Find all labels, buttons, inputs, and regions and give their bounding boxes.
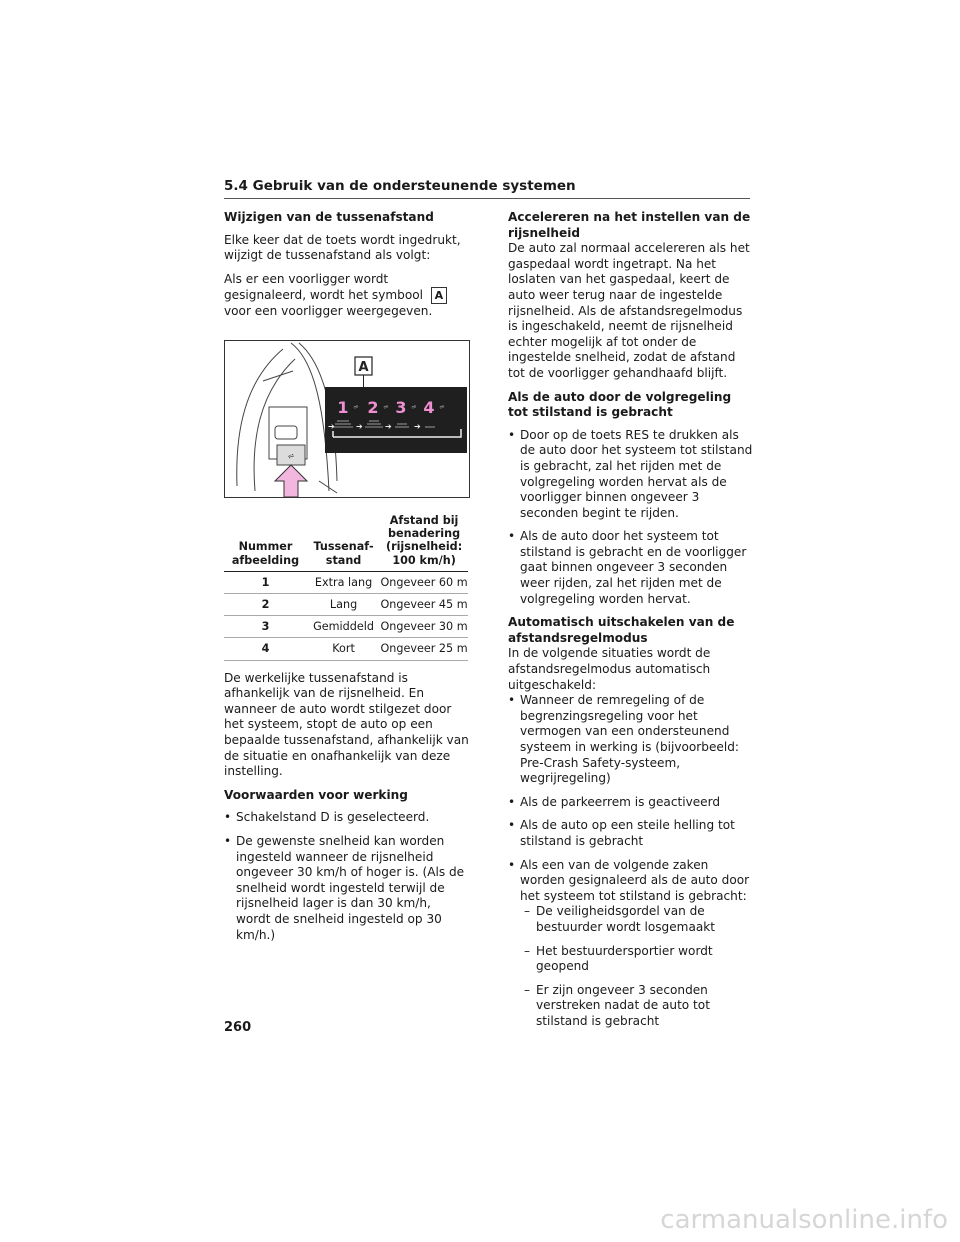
row-distance: Ongeveer 25 m: [380, 638, 468, 660]
bullet-item: • Wanneer de remregeling of de begrenzingsregeling voor het vermogen van een ondersteunend systeem in werking is (bijvoorbeeld: Pre-Crash Safety-systeem, wegrijregeling): [508, 693, 753, 787]
svg-text:⩫: ⩫: [353, 402, 359, 411]
page-number: 260: [224, 1020, 252, 1035]
bullet-item: • Schakelstand D is geselecteerd.: [224, 810, 469, 826]
bullet-item: • Door op de toets RES te drukken als de auto door het systeem tot stilstand is gebracht, zal het rijden met de volgregeling worden hervat als de voorligger binnen ongeveer 3 seconden begint te rijden.: [508, 428, 753, 522]
row-number: 1: [224, 571, 307, 593]
bullet-item: • Als de parkeerrem is geactiveerd: [508, 795, 753, 811]
paragraph: De werkelijke tussenafstand is afhankelijk van de rijsnelheid. En wanneer de auto wordt stilgezet door het systeem, stopt de auto op een bepaalde tussenafstand, afhankelijk van de situatie en onafhankelijk van deze instelling.: [224, 670, 469, 779]
bullet-item: • Als de auto op een steile helling tot stilstand is gebracht: [508, 818, 753, 849]
distance-1: 1: [337, 397, 349, 417]
row-distance: Ongeveer 30 m: [380, 616, 468, 638]
distance-2: 2: [367, 397, 379, 417]
paragraph-text: Als er een voorligger wordt gesignaleerd, wordt het symbool: [224, 271, 423, 303]
table-row: [224, 571, 468, 593]
heading-conditions: Voorwaarden voor werking: [224, 787, 408, 802]
bullet-item: • De gewenste snelheid kan worden ingesteld wanneer de rijsnelheid ongeveer 30 km/h of hoger is. (Als de snelheid wordt ingesteld terwijl de rijsnelheid lager is dan 30 km/h, wordt de snelheid ingesteld op 30 km/h.): [224, 834, 469, 943]
heading-accelerate: Accelereren na het instellen van de rijsnelheid: [508, 210, 751, 240]
sub-item: – Het bestuurdersportier wordt geopend: [524, 943, 713, 974]
svg-text:⩫: ⩫: [439, 402, 445, 411]
row-label: Kort: [307, 638, 380, 660]
row-number: 4: [224, 638, 307, 660]
row-distance: Ongeveer 60 m: [380, 571, 468, 593]
svg-text:➔: ➔: [385, 421, 392, 431]
row-distance: Ongeveer 45 m: [380, 593, 468, 615]
paragraph: In de volgende situaties wordt de afstandsregelmodus automatisch uitgeschakeld:: [508, 646, 711, 692]
table-row: [224, 638, 468, 660]
sub-item: – De veiligheidsgordel van de bestuurder wordt losgemaakt: [524, 904, 716, 934]
left-column: [224, 210, 469, 951]
svg-text:⩫: ⩫: [411, 402, 417, 411]
watermark: carmanualsonline.info: [660, 1205, 948, 1235]
table-header: Tussenaf-stand: [307, 512, 380, 571]
figure-drawing: [225, 341, 469, 497]
row-label: Extra lang: [307, 571, 380, 593]
table-row: [224, 616, 468, 638]
label-a: A: [358, 359, 369, 375]
row-number: 3: [224, 616, 307, 638]
bullet-item: • Als een van de volgende zaken worden gesignaleerd als de auto door het systeem tot stilstand is gebracht:: [508, 858, 753, 905]
distance-table: [224, 512, 468, 661]
heading-auto-off: Automatisch uitschakelen van de afstandsregelmodus: [508, 615, 735, 645]
table-row: [224, 593, 468, 615]
symbol-a-box: A: [431, 287, 447, 304]
table-header: Nummer afbeelding: [224, 512, 307, 571]
sub-item-text: De veiligheidsgordel van de bestuurder wordt losgemaakt: [536, 904, 716, 934]
section-header: 5.4 Gebruik van de ondersteunende systemen: [224, 178, 750, 199]
row-label: Gemiddeld: [307, 616, 380, 638]
svg-text:⩫: ⩫: [383, 402, 389, 411]
steering-wheel-figure: [224, 340, 470, 498]
distance-3: 3: [395, 397, 407, 417]
sub-item: – Er zijn ongeveer 3 seconden verstreken nadat de auto tot stilstand is gebracht: [524, 982, 710, 1028]
heading-stopped: Als de auto door de volgregeling tot stilstand is gebracht: [508, 389, 732, 420]
paragraph-symbol: [224, 272, 469, 320]
svg-text:➔: ➔: [328, 421, 335, 431]
sub-item-text: Er zijn ongeveer 3 seconden verstreken nadat de auto tot stilstand is gebracht: [536, 982, 710, 1028]
table-header: Afstand bij benadering (rijsnelheid: 100 km/h): [380, 512, 468, 571]
svg-text:➔: ➔: [414, 421, 421, 431]
row-number: 2: [224, 593, 307, 615]
right-column: [508, 210, 753, 1038]
paragraph: Elke keer dat de toets wordt ingedrukt, wijzigt de tussenafstand als volgt:: [224, 232, 461, 263]
paragraph: De auto zal normaal accelereren als het gaspedaal wordt ingetrapt. Na het loslaten van het gaspedaal, keert de auto weer terug naar de ingestelde rijsnelheid. Als de afstandsregelmodus is ingeschakeld, neemt de rijsnelheid echter mogelijk af tot onder de ingestelde snelheid, zodat de afstand tot de voorligger gehandhaafd blijft.: [508, 241, 750, 380]
sub-item-text: Het bestuurdersportier wordt geopend: [536, 943, 713, 974]
svg-text:⩫: ⩫: [287, 451, 295, 462]
distance-4: 4: [423, 397, 435, 417]
paragraph-text: voor een voorligger weergegeven.: [224, 304, 433, 319]
row-label: Lang: [307, 593, 380, 615]
svg-text:➔: ➔: [356, 421, 363, 431]
bullet-item: • Als de auto door het systeem tot stilstand is gebracht en de voorligger gaat binnen ongeveer 3 seconden weer rijden, zal het rijden met de volgregeling worden hervat.: [508, 529, 753, 607]
heading-distance-change: Wijzigen van de tussenafstand: [224, 210, 434, 224]
